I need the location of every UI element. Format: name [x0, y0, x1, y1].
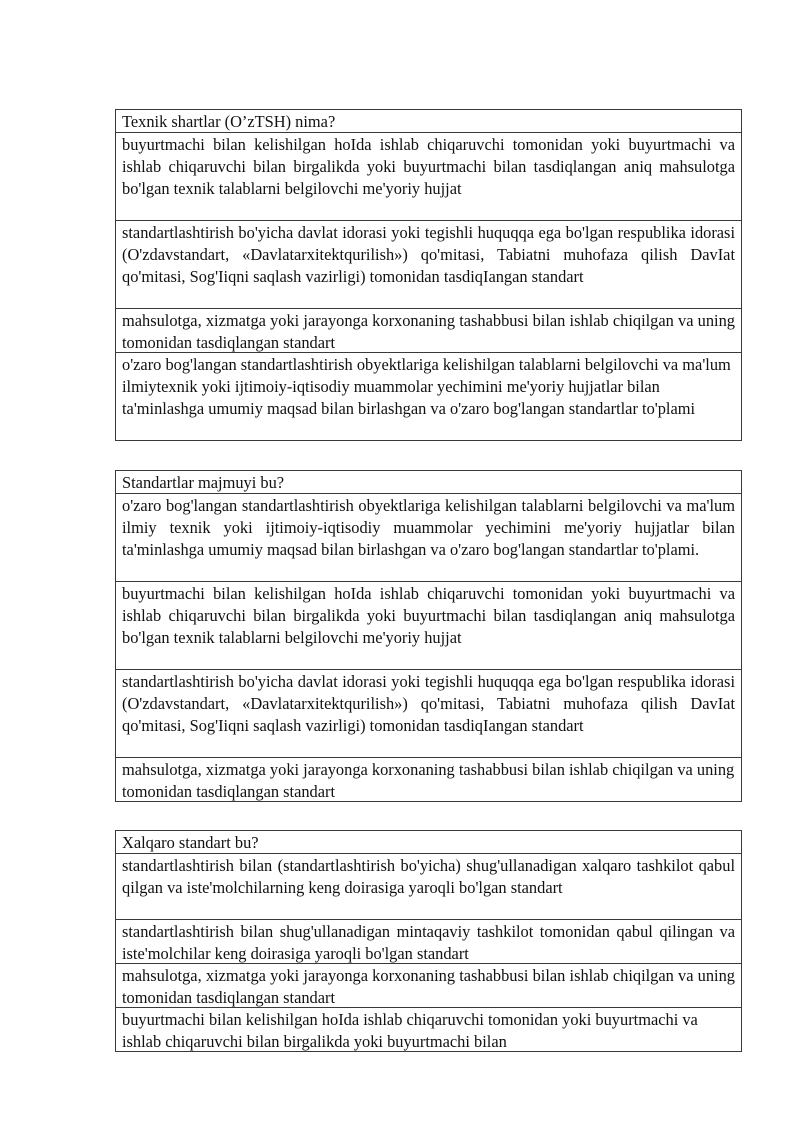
answer-option-3b: standartlashtirish bilan shug'ullanadigan mintaqaviy tashkilot tomonidan qabul qilingan va iste'molchilar keng doirasiga yaroqli bo'lgan standart: [116, 919, 741, 963]
answer-option-1c: mahsulotga, xizmatga yoki jarayonga korxonaning tashabbusi bilan ishlab chiqilgan va uning tomonidan tasdiqlangan standart: [116, 308, 741, 352]
answer-option-1a: buyurtmachi bilan kelishilgan hoIda ishlab chiqaruvchi tomonidan yoki buyurtmachi va ishlab chiqaruvchi bilan birgalikda yoki buyurtmachi bilan tasdiqlangan aniq mahsulotga bo'lgan texnik talablarni belgilovchi me'yoriy hujjat: [116, 132, 741, 220]
answer-option-2d: mahsulotga, xizmatga yoki jarayonga korxonaning tashabbusi bilan ishlab chiqilgan va uning tomonidan tasdiqlangan standart: [116, 757, 741, 801]
answer-option-2a: o'zaro bog'langan standartlashtirish obyektlariga kelishilgan talablarni belgilovchi va ma'lum ilmiy texnik yoki ijtimoiy-iqtisodiy muammolar yechimini me'yoriy hujjatlar bilan ta'minlashga umumiy maqsad bilan birlashgan va o'zaro bog'langan standartlar to'plami.: [116, 493, 741, 581]
answer-option-2b: buyurtmachi bilan kelishilgan hoIda ishlab chiqaruvchi tomonidan yoki buyurtmachi va ishlab chiqaruvchi bilan birgalikda yoki buyurtmachi bilan tasdiqlangan aniq mahsulotga bo'lgan texnik talablarni belgilovchi me'yoriy hujjat: [116, 581, 741, 669]
answer-option-3d: buyurtmachi bilan kelishilgan hoIda ishlab chiqaruvchi tomonidan yoki buyurtmachi va ishlab chiqaruvchi bilan birgalikda yoki buyurtmachi bilan: [116, 1007, 741, 1051]
answer-option-1d: o'zaro bog'langan standartlashtirish obyektlariga kelishilgan talablarni belgilovchi va ma'lum ilmiytexnik yoki ijtimoiy-iqtisodiy muammolar yechimini me'yoriy hujjatlar bilan ta'minlashga umumiy maqsad bilan birlashgan va o'zaro bog'langan standartlar to'plami: [116, 352, 741, 440]
question-title-2: Standartlar majmuyi bu?: [122, 473, 285, 492]
answer-option-3c: mahsulotga, xizmatga yoki jarayonga korxonaning tashabbusi bilan ishlab chiqilgan va uning tomonidan tasdiqlangan standart: [116, 963, 741, 1007]
answer-option-3a: standartlashtirish bilan (standartlashtirish bo'yicha) shug'ullanadigan xalqaro tashkilot qabul qilgan va iste'molchilarning keng doirasiga yaroqli bo'lgan standart: [116, 853, 741, 919]
question-title-1: Texnik shartlar (O’zTSH) nima?: [122, 112, 336, 131]
question-table-1: [115, 109, 742, 441]
answer-option-2c: standartlashtirish bo'yicha davlat idorasi yoki tegishli huquqqa ega bo'lgan respublika idorasi (O'zdavstandart, «Davlatarxitektqurilish») qo'mitasi, Tabiatni muhofaza qilish DavIat qo'mitasi, Sog'Iiqni saqlash vazirligi) tomonidan tasdiqIangan standart: [116, 669, 741, 757]
question-table-3: [115, 830, 742, 1052]
answer-option-1b: standartlashtirish bo'yicha davlat idorasi yoki tegishli huquqqa ega bo'lgan respublika idorasi (O'zdavstandart, «Davlatarxitektqurilish») qo'mitasi, Tabiatni muhofaza qilish DavIat qo'mitasi, Sog'Iiqni saqlash vazirligi) tomonidan tasdiqIangan standart: [116, 220, 741, 308]
question-table-2: [115, 470, 742, 802]
question-title-3: Xalqaro standart bu?: [122, 833, 259, 852]
